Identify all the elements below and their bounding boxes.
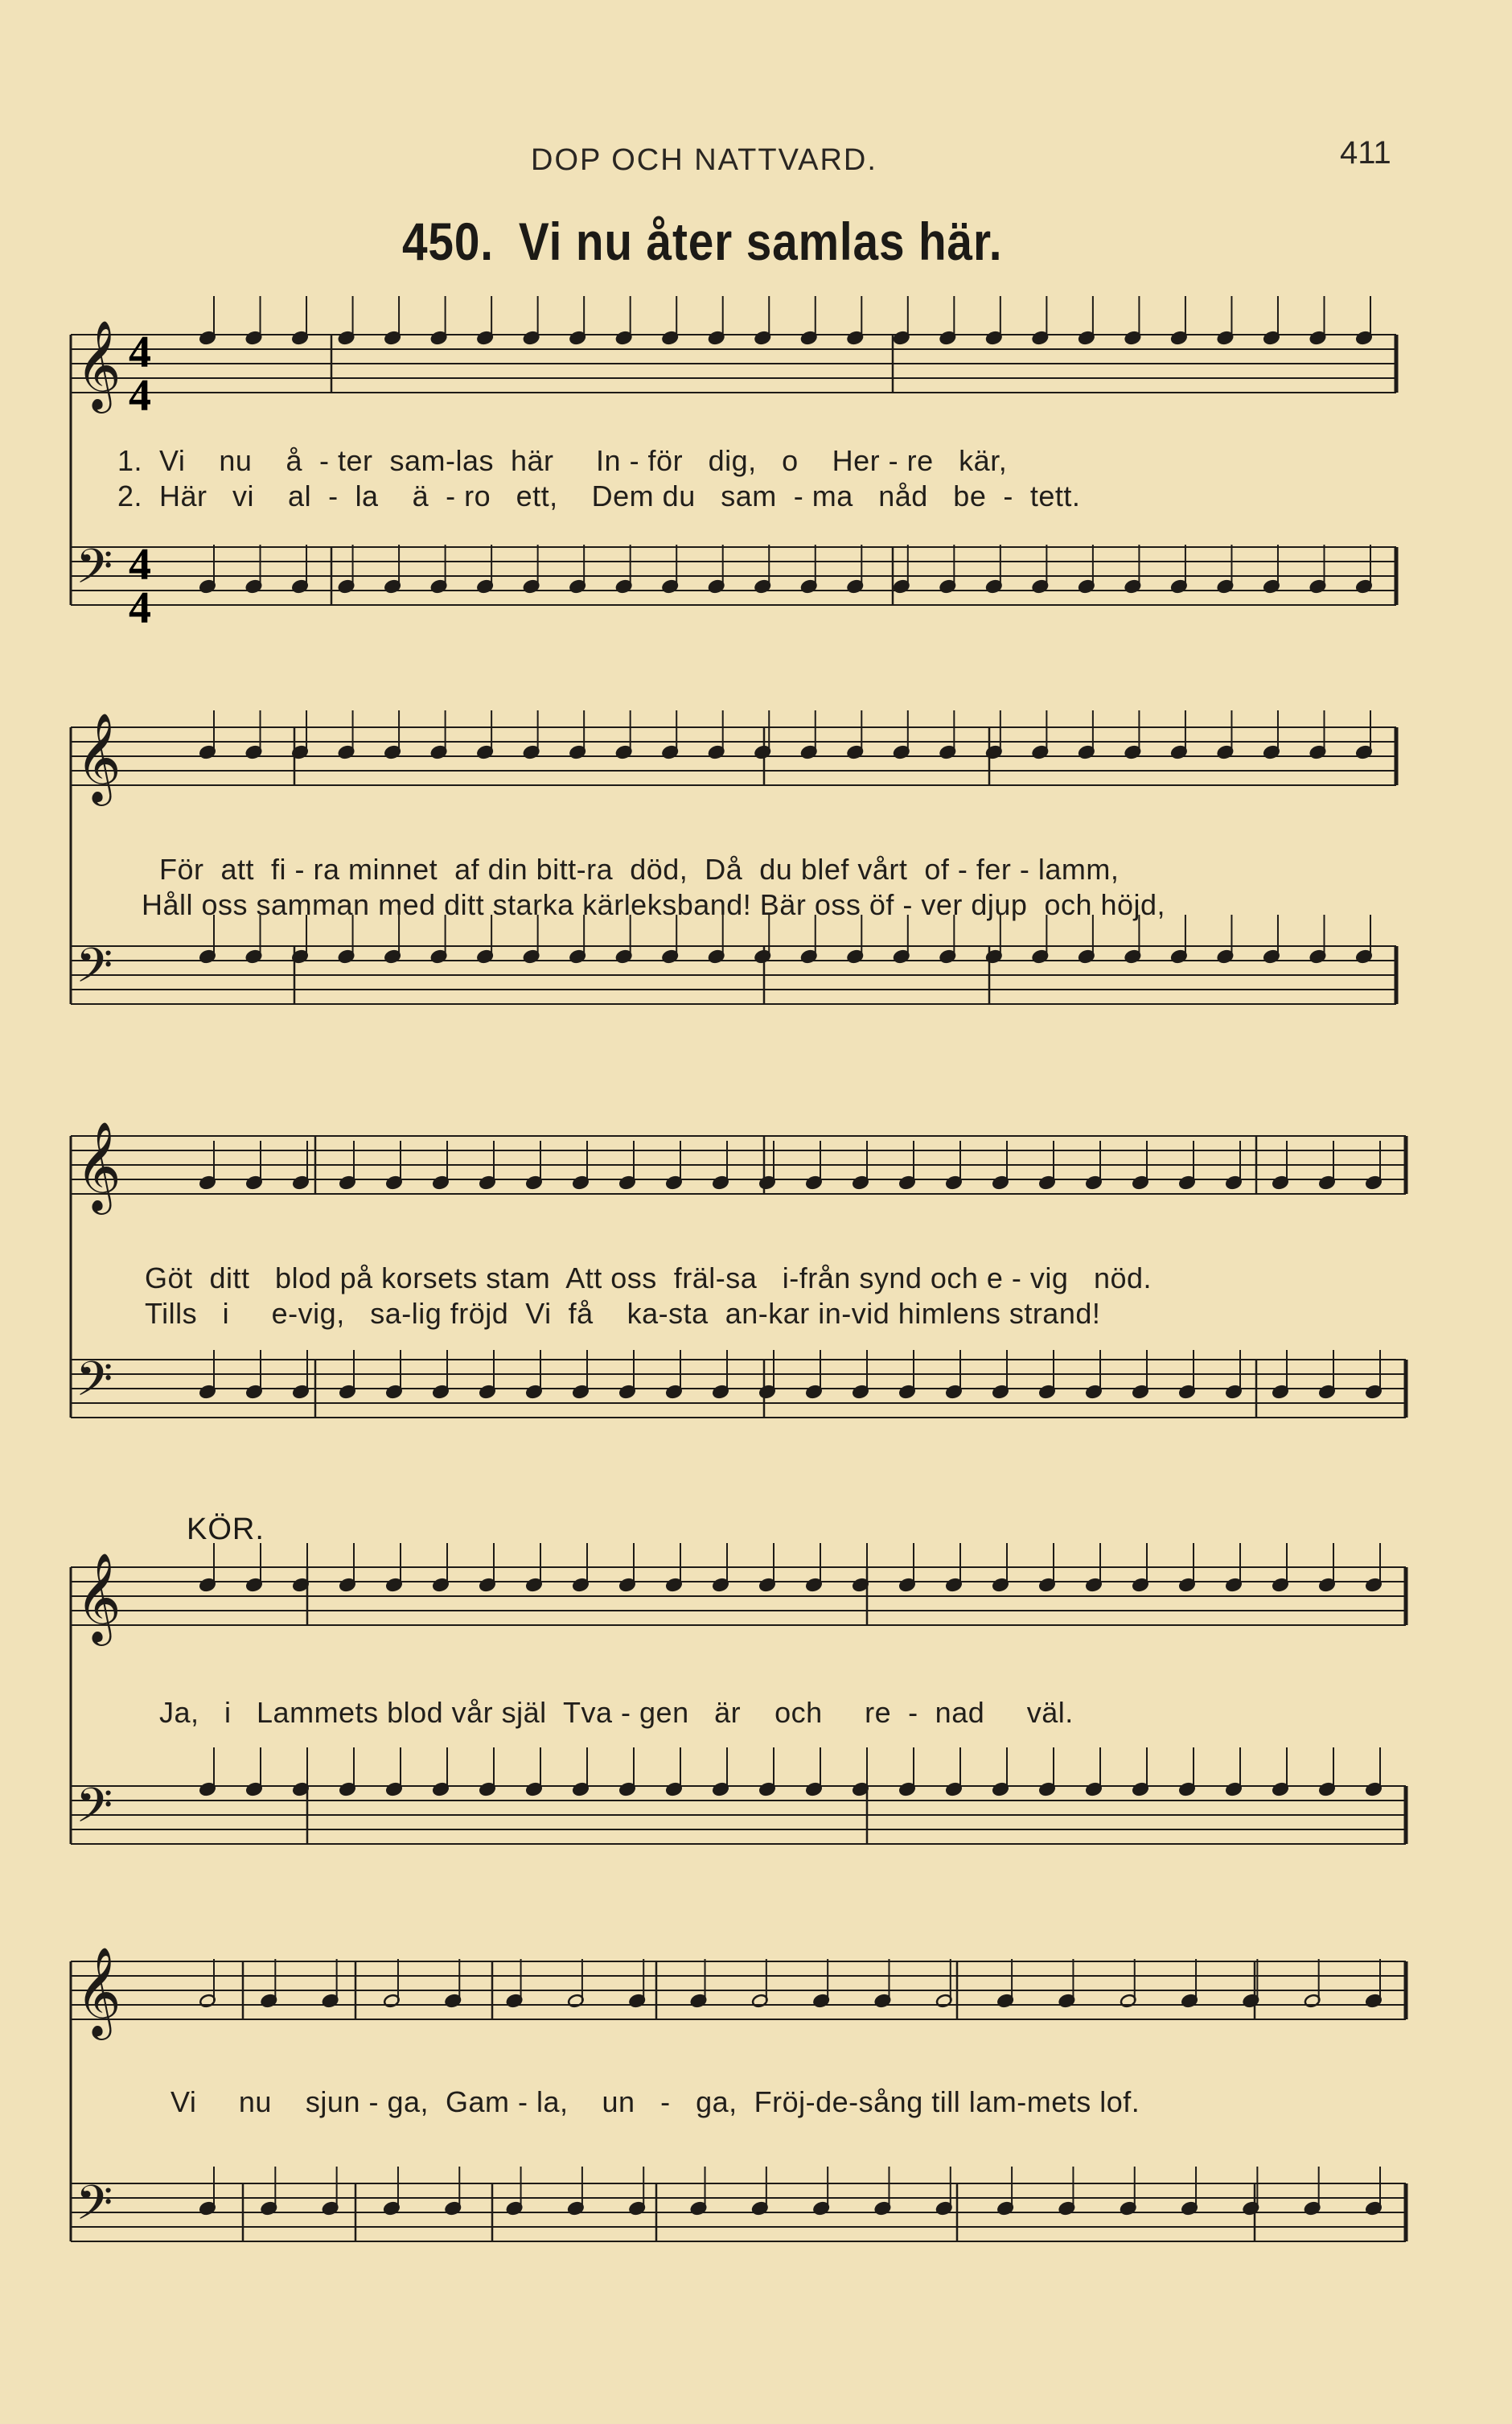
treble-clef-icon: 𝄞 (76, 712, 121, 802)
running-head: DOP OCH NATTVARD. (531, 143, 877, 177)
lyric-line: Håll oss samman med ditt starka kärleksband! Bär oss öf - ver djup och höjd, (142, 888, 1166, 921)
hymn-number: 450. (402, 212, 494, 271)
lyric-line: Göt ditt blod på korsets stam Att oss fräl-sa i-från synd och e - vig nöd. (145, 1261, 1152, 1294)
lyric-line: För att fi - ra minnet af din bitt-ra död, Då du blef vårt of - fer - lamm, (159, 853, 1120, 886)
treble-clef-icon: 𝄞 (76, 1552, 121, 1642)
hymn-title-text: Vi nu åter samlas här. (518, 212, 1003, 271)
treble-clef-icon: 𝄞 (76, 319, 121, 409)
bass-clef-icon: 𝄢 (76, 2175, 113, 2242)
time-signature-bottom: 4 (129, 371, 151, 421)
page-number: 411 (1340, 135, 1391, 171)
bass-time-signature-top: 4 (129, 540, 151, 590)
chorus-label: KÖR. (187, 1512, 265, 1546)
lyric-line: Ja, i Lammets blod vår själ Tva - gen är och re - nad väl. (159, 1696, 1074, 1729)
lyric-line: 2. Här vi al - la ä - ro ett, Dem du sam - ma nåd be - tett. (117, 479, 1081, 512)
bass-clef-icon: 𝄢 (76, 937, 113, 1005)
treble-clef-icon: 𝄞 (76, 1946, 121, 2036)
lyric-line: 1. Vi nu å - ter sam-las här In - för dig, o Her - re kär, (117, 444, 1008, 477)
time-signature-top: 4 (129, 327, 151, 377)
lyric-line: Vi nu sjun - ga, Gam - la, un - ga, Fröj-de-sång till lam-mets lof. (171, 2085, 1140, 2118)
bass-time-signature-bottom: 4 (129, 583, 151, 633)
note-heads (199, 296, 1382, 2216)
bass-clef-icon: 𝄢 (76, 538, 113, 606)
bass-clef-icon: 𝄢 (76, 1777, 113, 1845)
bass-clef-icon: 𝄢 (76, 1351, 113, 1418)
treble-clef-icon: 𝄞 (76, 1121, 121, 1211)
lyric-line: Tills i e-vig, sa-lig fröjd Vi få ka-sta an-kar in-vid himlens strand! (145, 1297, 1101, 1330)
